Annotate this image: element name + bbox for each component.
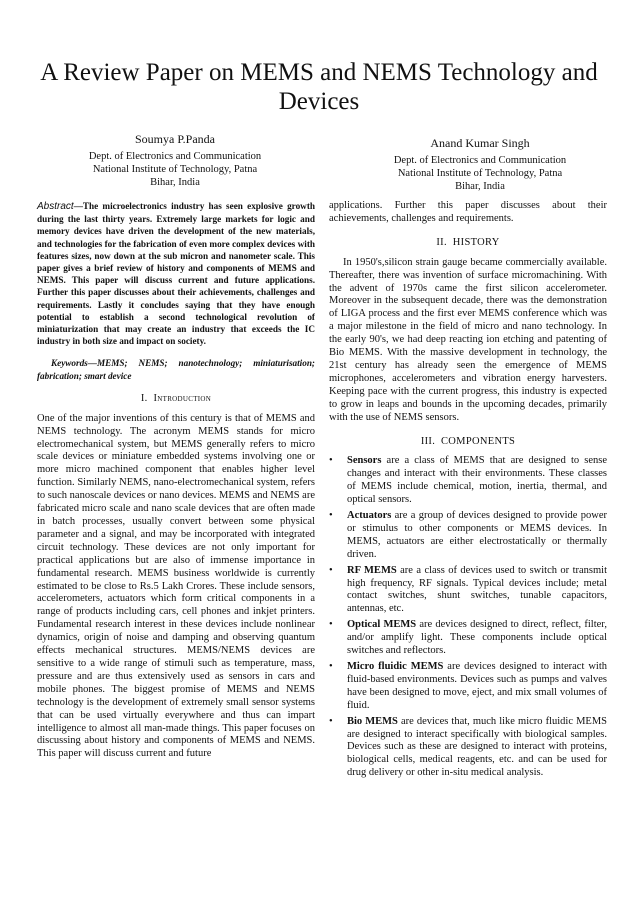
author-location-2: Bihar, India <box>455 181 505 192</box>
list-item <box>329 455 607 507</box>
keywords: Keywords—MEMS; NEMS; nanotechnology; miniaturisation; fabrication; smart device <box>37 358 315 381</box>
component-term: Micro fluidic MEMS <box>347 661 444 672</box>
author-institute-2: National Institute of Technology, Patna <box>397 168 563 179</box>
component-description: are a class of MEMS that are designed to sense changes and interact with their environments. These classes of MEMS include chemical, motion, inertia, thermal, and optical sensors. <box>347 455 607 506</box>
left-column <box>37 200 315 761</box>
bullet-icon: • <box>329 564 333 576</box>
list-item <box>329 619 607 658</box>
section-heading-components <box>329 436 607 449</box>
author-block-1 <box>55 133 295 189</box>
section-numeral: III. <box>420 435 436 447</box>
abstract-label: Abstract <box>37 201 74 212</box>
component-description: are devices designed to interact with fluid-based environments. Devices such as pumps and valves have been designed to move, eject, and mix small volumes of fluid. <box>347 661 607 711</box>
section-title: COMPONENTS <box>441 435 516 447</box>
list-item <box>329 510 607 562</box>
author-name-1: Soumya P.Panda <box>134 132 215 146</box>
author-location-1: Bihar, India <box>150 177 200 188</box>
author-name-2: Anand Kumar Singh <box>430 136 530 150</box>
list-item <box>329 661 607 713</box>
component-term: Bio MEMS <box>347 715 398 727</box>
component-term: RF MEMS <box>347 564 397 576</box>
section-numeral: I. <box>140 392 148 404</box>
history-paragraph: In 1950's,silicon strain gauge became commercially available. Thereafter, there was invention of surface micromachining. With the advent of 1970s came the first silicon accelerometer. Moreover in the subsequent decade, there was the demonstration of LIGA process and the first ever MEMS conference which was a major milestone in the field of micro and nano technology. In the early 90's, we had deep reacting ion etching and patenting of Bio MEMS. With the massive development in technology, the 21st century has already seen the emergence of MEMS microphones, accelerometers and vibration energy harvesters. Keeping pace with the current progress, this industry is expected to grow in leaps and bounds in the upcoming decades, primarily with the use of NEMS sensors. <box>329 256 607 423</box>
component-term: Sensors <box>347 455 382 467</box>
bullet-icon: • <box>329 661 333 672</box>
section-title: Introduction <box>153 392 212 404</box>
section-heading-history <box>329 237 607 250</box>
section-heading-introduction <box>37 393 315 406</box>
component-description: are devices that, much like micro fluidic MEMS are designed to interact specifically with biological samples. Devices such as these are designed to interact with proteins, biological cells, medical reagents, etc. and can be used for drug delivery or other in-situ medical analysis. <box>347 715 607 779</box>
components-list <box>329 455 607 780</box>
author-dept-2: Dept. of Electronics and Communication <box>393 155 567 166</box>
list-item <box>329 716 607 781</box>
list-item <box>329 565 607 617</box>
author-dept-1: Dept. of Electronics and Communication <box>88 151 262 162</box>
introduction-paragraph-continued: applications. Further this paper discusses about their achievements, challenges and requirements. <box>329 200 607 224</box>
bullet-icon: • <box>329 455 333 467</box>
abstract <box>37 200 315 347</box>
component-description: are a class of devices used to switch or transmit high frequency, RF signals. Typical devices include; metal contact switches, shunt switches, tunable capacitors, antennas, etc. <box>347 564 607 615</box>
bullet-icon: • <box>329 715 333 727</box>
bullet-icon: • <box>329 510 333 522</box>
author-block-2 <box>355 137 605 193</box>
author-institute-1: National Institute of Technology, Patna <box>92 164 258 175</box>
paper-title: A Review Paper on MEMS and NEMS Technology and Devices <box>40 59 598 115</box>
bullet-icon: • <box>329 619 333 631</box>
component-description: are a group of devices designed to provide power or stimulus to other components or MEMS devices. In MEMS, actuators are either electrostatically or thermally driven. <box>347 510 607 560</box>
section-title: HISTORY <box>452 236 500 248</box>
introduction-paragraph: One of the major inventions of this century is that of MEMS and NEMS technology. The acronym MEMS stands for micro electromechanical system, but MEMS generally refers to micro scale devices or miniature embedded systems involving one or more micro machined component that enables higher level function. Similarly NEMS, nano-electromechanical system, refers to such nanoscale devices or nano devices. MEMS and NEMS are fabricated micro scale and nano scale devices that are often made in batch processes, usually convert between some physical parameter and a signal, and may be incorporated with integrated circuit technology. These devices are not only important for practical applications but are also of immense importance in fundamental research. MEMS business worldwide is currently estimated to be close to Rs.5 Lakh Crores. These include sensors, accelerometers, actuators which form critical components in a range of products including cars, cell phones and inkjet printers. Fundamental research interest in these devices include nonlinear dynamics, origin of noise and damping and observing quantum effects mechanical structures. MEMS/NEMS devices are sensitive to a wide range of stimuli such as temperature, mass, pressure and are thus extensively used as sensors in cars and mobile phones. The biggest promise of MEMS and NEMS technology is the development of extremely small sensor systems that can be used virtually everywhere and thus can impart intelligence to almost all man-made things. This paper focuses on discussing about history and components of MEMS and NEMS. This paper will discuss current and future <box>37 412 315 760</box>
right-column <box>329 200 607 783</box>
component-term: Optical MEMS <box>347 619 417 631</box>
component-term: Actuators <box>347 510 392 522</box>
abstract-text: —The microelectronics industry has seen explosive growth during the last thirty years. Extremely large markets for logic and memory devices have driven the development of the new materials, and technologies for the fabrication of even more complex devices with features sizes, now down at the sub micron and nanometer scale. This paper gives a brief review of history and components of MEMS and NEMS. This paper will discuss current and future applications. Further this paper discusses about their achievements, challenges and requirements. Lastly it concludes saying that they have enough potential to establish a second technological revolution of miniaturization that may create an industry that exceeds the IC industry in both size and impact on society. <box>37 201 315 347</box>
component-description: are devices designed to direct, reflect, filter, and/or amplify light. These components include optical switches and reflectors. <box>347 619 607 657</box>
section-numeral: II. <box>436 236 447 248</box>
